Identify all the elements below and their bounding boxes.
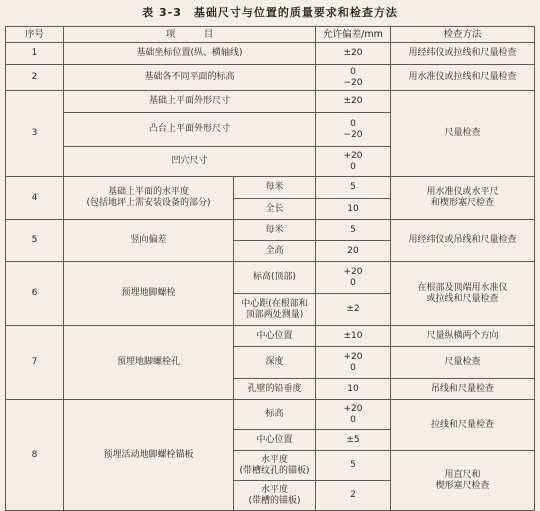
sub-item-cell: 孔壁的铅垂度: [234, 379, 316, 400]
tolerance-lower: 0: [350, 277, 356, 288]
method-cell: 用经纬仪或吊线和尺量检查: [391, 220, 535, 262]
table-row: [6, 91, 535, 113]
tolerance-cell: 5: [316, 220, 391, 241]
sub-item-cell: 标高(顶部): [234, 262, 316, 294]
tolerance-cell: 20: [316, 241, 391, 262]
table-row: [6, 326, 535, 347]
sub-item-cell: 全高: [234, 241, 316, 262]
tolerance-cell: [316, 347, 391, 379]
table-row: [6, 400, 535, 430]
sub-item-cell: 中心位置: [234, 430, 316, 451]
seq-cell: 6: [6, 262, 64, 326]
item-cell: 预埋地脚螺栓: [64, 262, 234, 326]
method-cell: 用水准仪或水平尺 和楔形塞尺检查: [391, 177, 535, 220]
sub-item-cell: 中心位置: [234, 326, 316, 347]
tolerance-cell: [316, 400, 391, 430]
sub-item-cell: 水平度 (带槽的锚板): [234, 481, 316, 511]
seq-cell: 2: [6, 65, 64, 91]
tolerance-upper: 0: [350, 118, 356, 129]
item-cell: 基础上平面的水平度 (包括地坪上需安装设备的部分): [64, 177, 234, 220]
table-caption: 表 3-3 基础尺寸与位置的质量要求和检查方法: [142, 6, 398, 19]
tolerance-lower: 0: [350, 161, 356, 172]
tolerance-cell: 10: [316, 199, 391, 220]
tolerance-cell: ±5: [316, 430, 391, 451]
item-cell: 基础各不同平面的标高: [64, 65, 316, 91]
item-cell: 竖向偏差: [64, 220, 234, 262]
header-seq: 序号: [6, 27, 64, 43]
sub-item-cell: 每米: [234, 177, 316, 199]
tolerance-cell: [316, 147, 391, 177]
method-cell: 用经纬仪或拉线和尺量检查: [391, 43, 535, 65]
header-row: [6, 27, 535, 43]
table-row: [6, 177, 535, 199]
method-cell: 拉线和尺量检查: [391, 400, 535, 451]
method-cell: 尺量检查: [391, 91, 535, 177]
table-row: [6, 65, 535, 91]
tolerance-cell: [316, 113, 391, 147]
seq-cell: 7: [6, 326, 64, 400]
sub-item-cell: 深度: [234, 347, 316, 379]
tolerance-cell: ±20: [316, 43, 391, 65]
tolerance-cell: 2: [316, 481, 391, 511]
seq-cell: 8: [6, 400, 64, 511]
header-method: 检查方法: [391, 27, 535, 43]
tolerance-cell: ±20: [316, 91, 391, 113]
header-item: 项 目: [64, 27, 316, 43]
tolerance-cell: 10: [316, 379, 391, 400]
method-cell: 尺量纵横两个方向: [391, 326, 535, 347]
item-cell: 基础坐标位置(纵、横轴线): [64, 43, 316, 65]
method-cell: 吊线和尺量检查: [391, 379, 535, 400]
method-cell: 在根部及顶端用水准仪 或拉线和尺量检查: [391, 262, 535, 326]
table-row: [6, 262, 535, 294]
sub-item-cell: 每米: [234, 220, 316, 241]
header-tolerance: 允许偏差/mm: [316, 27, 391, 43]
seq-cell: 1: [6, 43, 64, 65]
seq-cell: 4: [6, 177, 64, 220]
item-cell: 凸台上平面外形尺寸: [64, 113, 316, 147]
tolerance-upper: 0: [350, 66, 356, 77]
item-cell: 预埋活动地脚螺栓锚板: [64, 400, 234, 511]
method-cell: 尺量检查: [391, 347, 535, 379]
tolerance-lower: −20: [343, 77, 363, 88]
quality-requirements-table: [5, 26, 535, 511]
tolerance-cell: 5: [316, 177, 391, 199]
table-row: [6, 220, 535, 241]
tolerance-cell: [316, 65, 391, 91]
tolerance-upper: +20: [343, 150, 363, 161]
tolerance-upper: +20: [343, 403, 363, 414]
seq-cell: 3: [6, 91, 64, 177]
tolerance-lower: 0: [350, 362, 356, 373]
item-cell: 预埋地脚螺栓孔: [64, 326, 234, 400]
tolerance-cell: ±2: [316, 294, 391, 326]
sub-item-cell: 全长: [234, 199, 316, 220]
seq-cell: 5: [6, 220, 64, 262]
sub-item-cell: 中心距(在根部和 顶部两处测量): [234, 294, 316, 326]
sub-item-cell: 水平度 (带槽纹孔的锚板): [234, 451, 316, 481]
item-cell: 基础上平面外形尺寸: [64, 91, 316, 113]
method-cell: 用水准仪或拉线和尺量检查: [391, 65, 535, 91]
tolerance-lower: 0: [350, 414, 356, 425]
tolerance-cell: ±10: [316, 326, 391, 347]
method-cell: 用直尺和 楔形塞尺检查: [391, 451, 535, 511]
tolerance-upper: +20: [343, 266, 363, 277]
table-row: [6, 43, 535, 65]
tolerance-cell: 5: [316, 451, 391, 481]
item-cell: 凹穴尺寸: [64, 147, 316, 177]
tolerance-cell: [316, 262, 391, 294]
sub-item-cell: 标高: [234, 400, 316, 430]
tolerance-lower: −20: [343, 129, 363, 140]
tolerance-upper: +20: [343, 351, 363, 362]
